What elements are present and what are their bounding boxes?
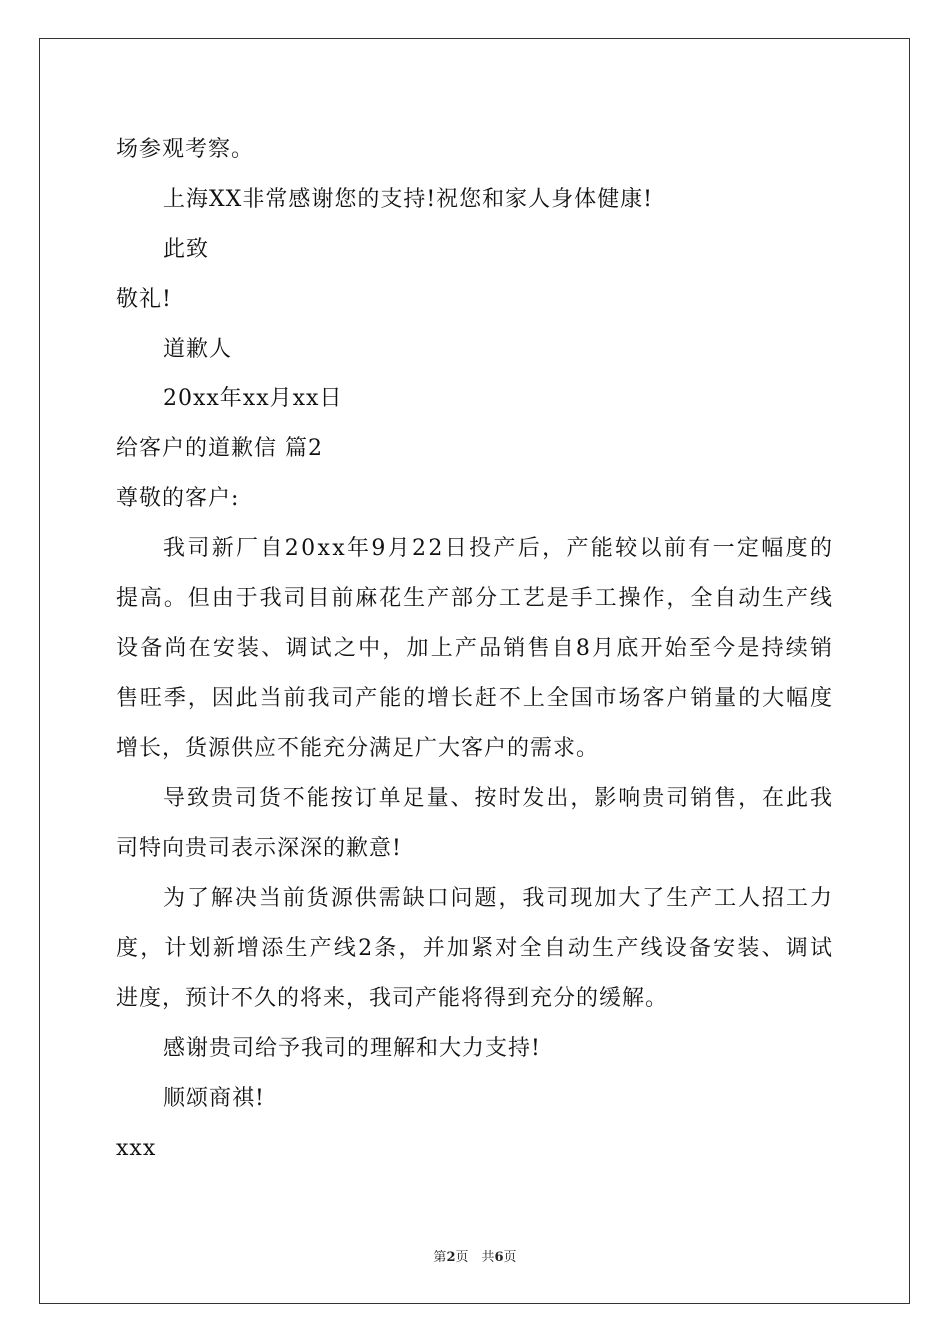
paragraph-line: 我司新厂自20xx年9月22日投产后，产能较以前有一定幅度的 <box>163 536 835 561</box>
section-heading: 给客户的道歉信 篇2 <box>116 436 323 461</box>
page-suffix: 页 <box>503 1250 517 1265</box>
text-line: 上海XX非常感谢您的支持!祝您和家人身体健康! <box>163 187 654 212</box>
paragraph-line: 司特向贵司表示深深的歉意! <box>116 836 402 861</box>
text-line: 此致 <box>163 237 210 262</box>
signature-line: xxx <box>116 1136 157 1161</box>
text-line: 敬礼! <box>116 287 172 312</box>
text-line: 感谢贵司给予我司的理解和大力支持! <box>163 1036 541 1061</box>
page-number-footer <box>0 1249 950 1267</box>
signer-line: 道歉人 <box>163 337 233 362</box>
paragraph-line: 提高。但由于我司目前麻花生产部分工艺是手工操作，全自动生产线 <box>116 586 834 611</box>
current-page-number: 2 <box>446 1250 456 1265</box>
paragraph-line: 导致贵司货不能按订单足量、按时发出，影响贵司销售，在此我 <box>163 786 834 811</box>
text-line: 场参观考察。 <box>116 137 255 162</box>
paragraph-line: 为了解决当前货源供需缺口问题，我司现加大了生产工人招工力 <box>163 886 834 911</box>
paragraph-line: 增长，货源供应不能充分满足广大客户的需求。 <box>116 736 600 761</box>
paragraph-line: 售旺季，因此当前我司产能的增长赶不上全国市场客户销量的大幅度 <box>116 686 834 711</box>
page-mid: 页 共 <box>455 1250 495 1265</box>
paragraph-line: 度，计划新增添生产线2条，并加紧对全自动生产线设备安装、调试 <box>116 936 835 961</box>
paragraph-line: 进度，预计不久的将来，我司产能将得到充分的缓解。 <box>116 986 669 1011</box>
text-line: 顺颂商祺! <box>163 1086 265 1111</box>
page-prefix: 第 <box>433 1250 447 1265</box>
date-line: 20xx年xx月xx日 <box>163 386 343 411</box>
paragraph-line: 设备尚在安装、调试之中，加上产品销售自8月底开始至今是持续销 <box>116 636 835 661</box>
page-border <box>39 38 910 1304</box>
salutation: 尊敬的客户: <box>116 486 240 511</box>
total-page-number: 6 <box>494 1250 504 1265</box>
